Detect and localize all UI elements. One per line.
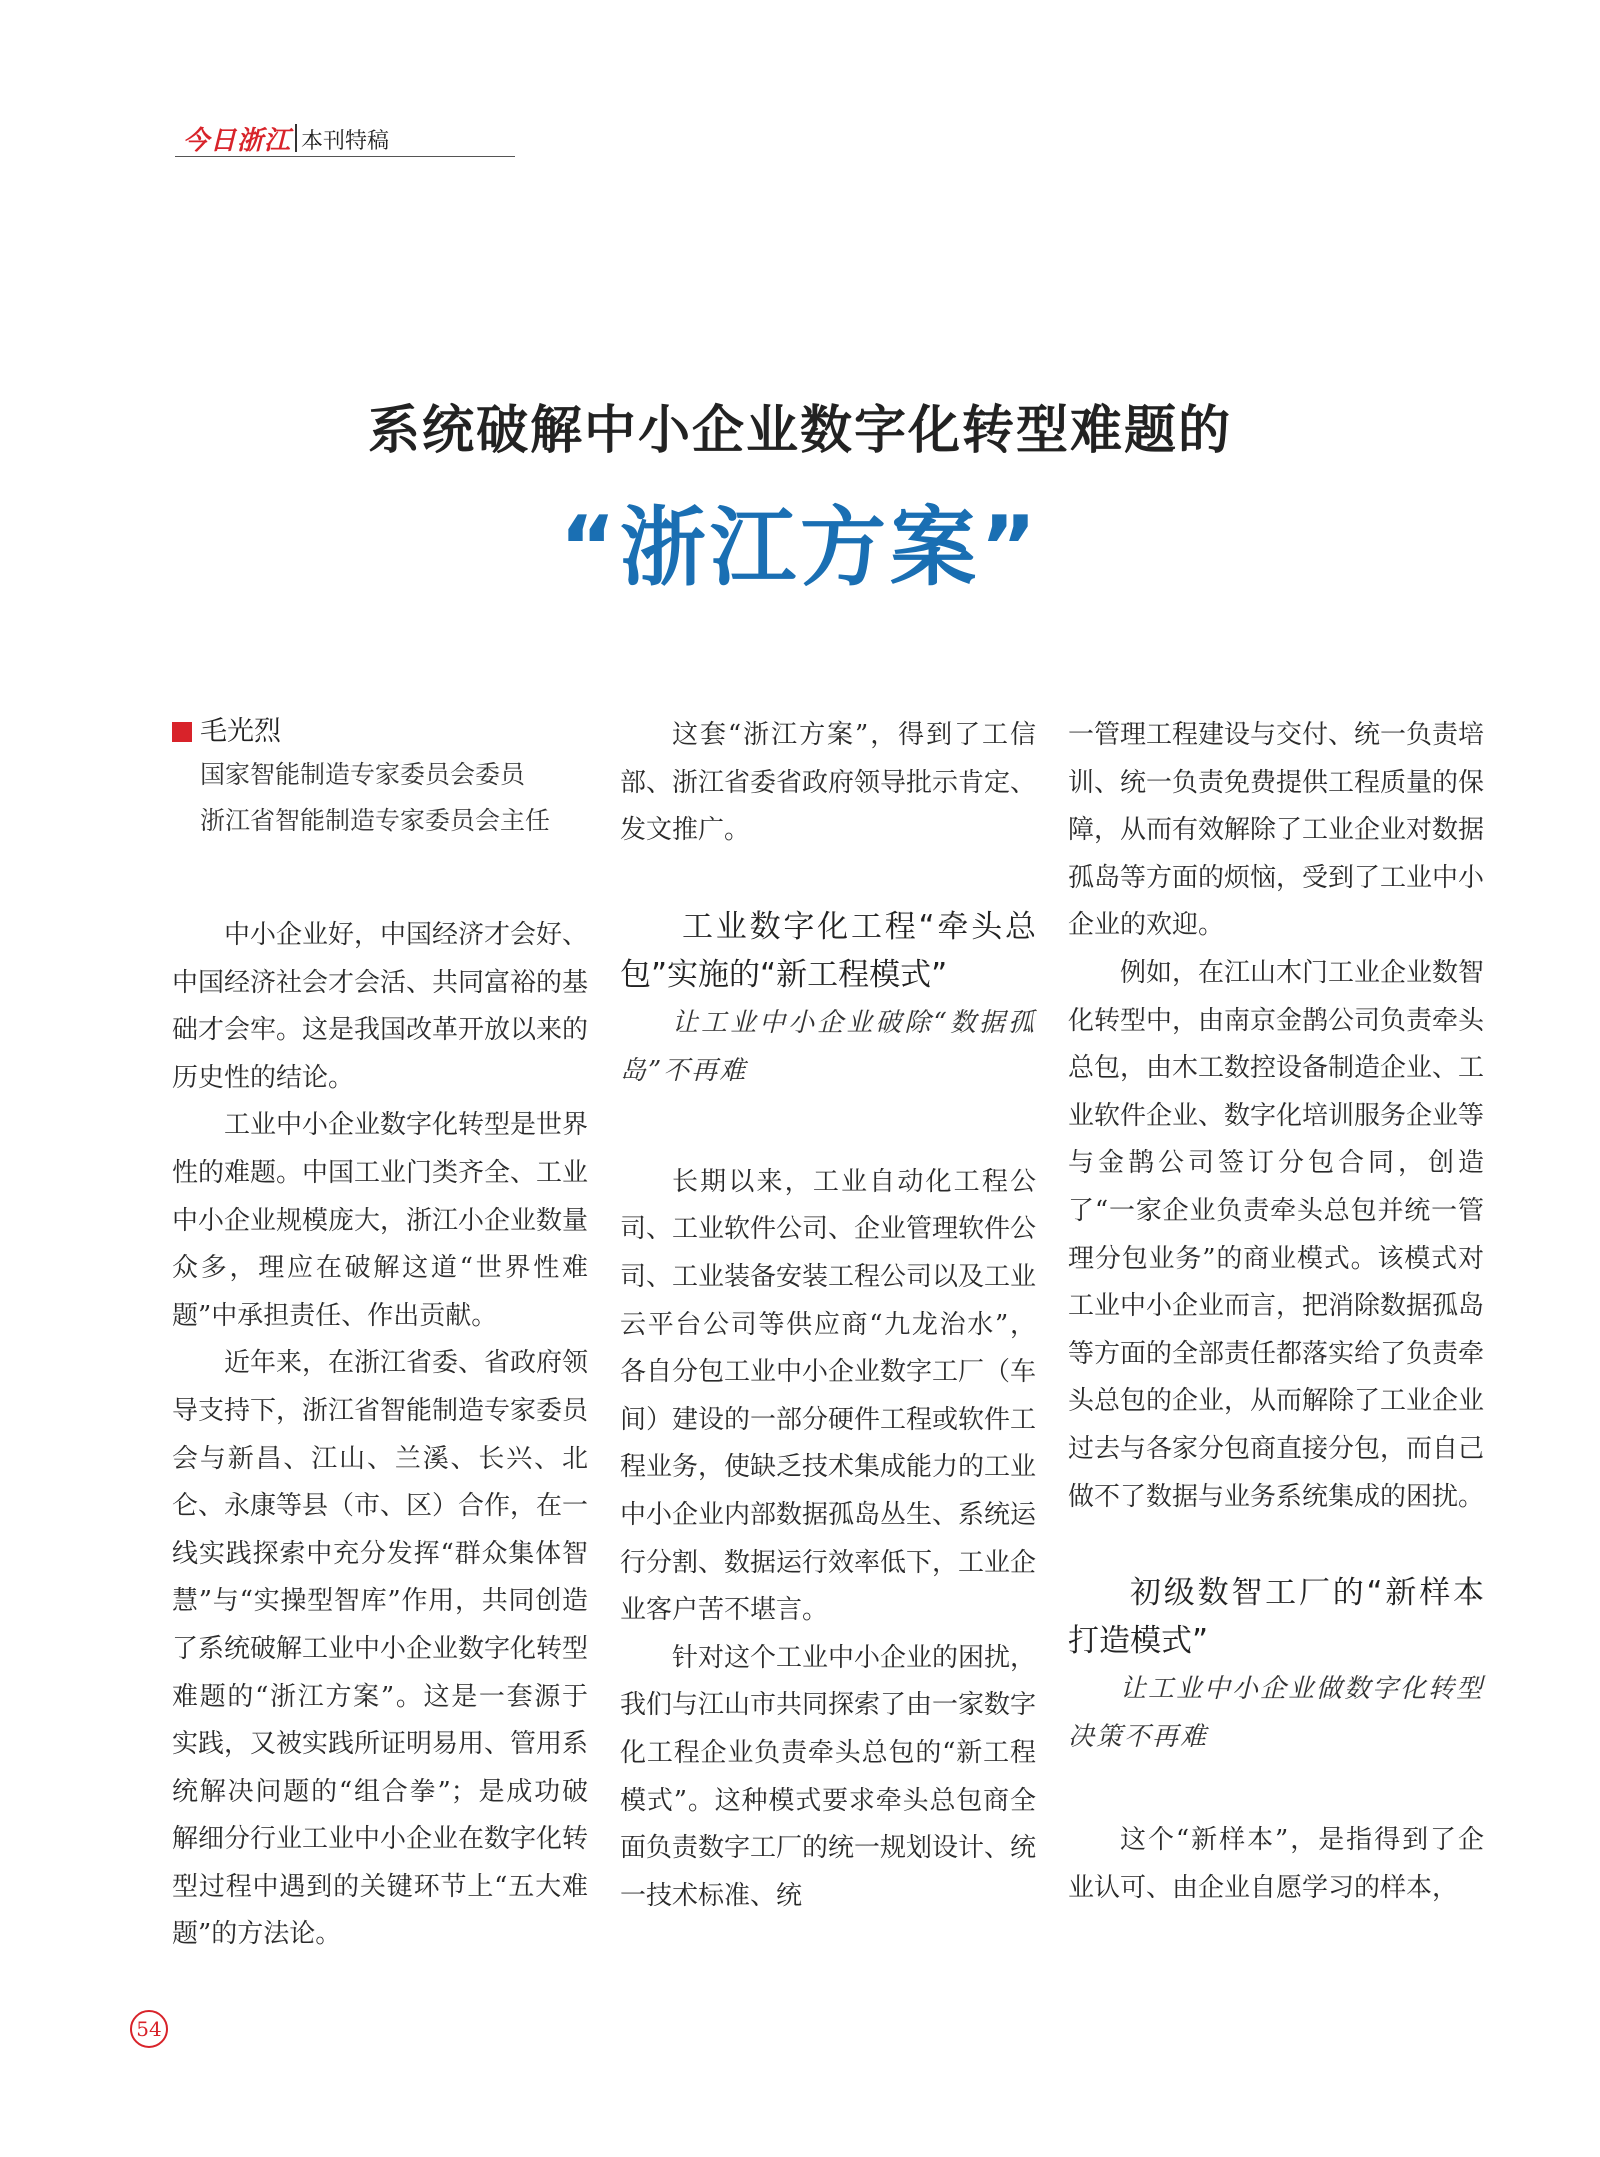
author-affiliation: 浙江省智能制造专家委员会主任 xyxy=(200,806,551,835)
spacer xyxy=(620,1095,1036,1159)
spacer xyxy=(1068,1761,1484,1817)
paragraph: 这套“浙江方案”，得到了工信部、浙江省委省政府领导批示肯定、发文推广。 xyxy=(620,720,1037,846)
author-marker-icon xyxy=(172,722,192,742)
paragraph: 针对这个工业中小企业的困扰，我们与江山市共同探索了由一家数字化工程企业负责牵头总包的“新工程模式”。这种模式要求牵头总包商全面负责数字工厂的统一规划设计、统一技术标准、统 xyxy=(620,1642,1037,1911)
magazine-logo: 今日浙江 xyxy=(183,126,292,156)
section-heading: 工业数字化工程“牵头总包”实施的“新工程模式” xyxy=(620,908,1036,993)
spacer xyxy=(620,855,1036,903)
section-subheading: 让工业中小企业破除“数据孤岛”不再难 xyxy=(620,1007,1036,1086)
masthead xyxy=(175,118,515,157)
column-2 xyxy=(620,712,1036,1920)
author-affiliation: 国家智能制造专家委员会委员 xyxy=(200,760,526,789)
paragraph: 这个“新样本”，是指得到了企业认可、由企业自愿学习的样本， xyxy=(1068,1825,1484,1903)
paragraph: 中小企业好，中国经济才会好、中国经济社会才会活、共同富裕的基础才会牢。这是我国改革开放以来的历史性的结论。 xyxy=(172,920,589,1093)
spacer xyxy=(1068,1521,1484,1569)
paragraph: 例如，在江山木门工业企业数智化转型中，由南京金鹊公司负责牵头总包，由木工数控设备制造企业、工业软件企业、数字化培训服务企业等与金鹊公司签订分包合同，创造了“一家企业负责牵头总包并统一管理分包业务”的商业模式。该模式对工业中小企业而言，把消除数据孤岛等方面的全部责任都落实给了负责牵头总包的企业，从而解除了工业企业过去与各家分包商直接分包，而自己做不了数据与业务系统集成的困扰。 xyxy=(1068,957,1485,1512)
article-title-highlight: “浙江方案” xyxy=(559,498,1041,598)
page-number: 54 xyxy=(130,2010,168,2048)
article-title: 系统破解中小企业数字化转型难题的 xyxy=(367,401,1232,461)
paragraph: 一管理工程建设与交付、统一负责培训、统一负责免费提供工程质量的保障，从而有效解除了工业企业对数据孤岛等方面的烦恼，受到了工业中小企业的欢迎。 xyxy=(1068,720,1485,941)
masthead-divider xyxy=(295,124,297,152)
paragraph: 近年来，在浙江省委、省政府领导支持下，浙江省智能制造专家委员会与新昌、江山、兰溪、长兴、北仑、永康等县（市、区）合作，在一线实践探索中充分发挥“群众集体智慧”与“实操型智库”作用，共同创造了系统破解工业中小企业数字化转型难题的“浙江方案”。这是一套源于实践，又被实践所证明易用、管用系统解决问题的“组合拳”；是成功破解细分行业工业中小企业在数字化转型过程中遇到的关键环节上“五大难题”的方法论。 xyxy=(172,1348,589,1950)
author-line xyxy=(172,712,588,752)
section-label: 本刊特稿 xyxy=(301,129,390,154)
paragraph: 工业中小企业数字化转型是世界性的难题。中国工业门类齐全、工业中小企业规模庞大，浙江小企业数量众多，理应在破解这道“世界性难题”中承担责任、作出贡献。 xyxy=(172,1110,589,1331)
section-heading: 初级数智工厂的“新样本打造模式” xyxy=(1068,1575,1484,1660)
column-3 xyxy=(1068,712,1484,1912)
paragraph: 长期以来，工业自动化工程公司、工业软件公司、企业管理软件公司、工业装备安装工程公司以及工业云平台公司等供应商“九龙治水”，各自分包工业中小企业数字工厂（车间）建设的一部分硬件工程或软件工程业务，使缺乏技术集成能力的工业中小企业内部数据孤岛丛生、系统运行分割、数据运行效率低下，工业企业客户苦不堪言。 xyxy=(620,1166,1037,1626)
spacer xyxy=(172,844,588,912)
column-1 xyxy=(172,712,588,1959)
section-subheading: 让工业中小企业做数字化转型决策不再难 xyxy=(1068,1674,1485,1753)
author-name: 毛光烈 xyxy=(200,716,281,747)
